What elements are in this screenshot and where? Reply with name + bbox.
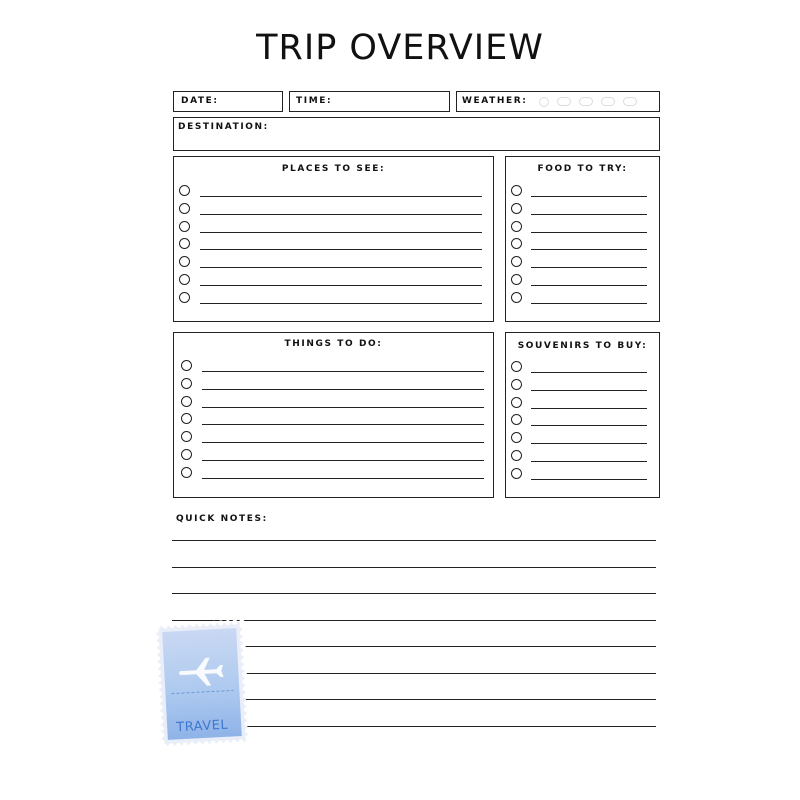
checklist-item[interactable] — [506, 203, 659, 217]
date-label: DATE: — [181, 96, 219, 106]
write-line[interactable] — [531, 390, 647, 391]
checkbox-circle[interactable] — [181, 378, 192, 389]
write-line[interactable] — [531, 461, 647, 462]
checkbox-circle[interactable] — [511, 203, 522, 214]
write-line[interactable] — [202, 442, 484, 443]
write-line[interactable] — [531, 372, 647, 373]
time-field[interactable] — [289, 91, 450, 112]
things-to-do-heading: THINGS TO DO: — [284, 339, 383, 349]
checklist-item[interactable] — [174, 396, 493, 410]
checklist-item[interactable] — [506, 256, 659, 270]
cloud-icon[interactable] — [557, 97, 571, 106]
checkbox-circle[interactable] — [511, 468, 522, 479]
time-label: TIME: — [296, 96, 333, 106]
snow-icon[interactable] — [623, 97, 637, 106]
checklist-item[interactable] — [174, 360, 493, 374]
checklist-item[interactable] — [174, 221, 493, 235]
rain-icon[interactable] — [579, 97, 593, 106]
checklist-item[interactable] — [174, 449, 493, 463]
checkbox-circle[interactable] — [179, 221, 190, 232]
write-line[interactable] — [531, 285, 647, 286]
checkbox-circle[interactable] — [181, 396, 192, 407]
checklist-item[interactable] — [506, 432, 659, 446]
write-line[interactable] — [202, 371, 484, 372]
checklist-item[interactable] — [506, 379, 659, 393]
write-line[interactable] — [200, 196, 482, 197]
checklist-item[interactable] — [506, 185, 659, 199]
write-line[interactable] — [202, 424, 484, 425]
souvenirs-to-buy-heading: SOUVENIRS TO BUY: — [517, 341, 648, 351]
checkbox-circle[interactable] — [181, 467, 192, 478]
checkbox-circle[interactable] — [511, 292, 522, 303]
checkbox-circle[interactable] — [511, 414, 522, 425]
checkbox-circle[interactable] — [179, 292, 190, 303]
checkbox-circle[interactable] — [179, 274, 190, 285]
checkbox-circle[interactable] — [511, 432, 522, 443]
write-line[interactable] — [200, 214, 482, 215]
checkbox-circle[interactable] — [511, 256, 522, 267]
food-to-try-section — [505, 156, 660, 322]
write-line[interactable] — [531, 214, 647, 215]
food-to-try-heading: FOOD TO TRY: — [537, 164, 628, 174]
checklist-item[interactable] — [506, 450, 659, 464]
checklist-item[interactable] — [506, 274, 659, 288]
checklist-item[interactable] — [174, 467, 493, 481]
checkbox-circle[interactable] — [181, 431, 192, 442]
checkbox-circle[interactable] — [179, 238, 190, 249]
write-line[interactable] — [531, 408, 647, 409]
write-line[interactable] — [200, 267, 482, 268]
checklist-item[interactable] — [174, 185, 493, 199]
checkbox-circle[interactable] — [179, 185, 190, 196]
page-title: TRIP OVERVIEW — [256, 28, 544, 68]
checklist-item[interactable] — [174, 274, 493, 288]
checkbox-circle[interactable] — [511, 379, 522, 390]
places-to-see-heading: PLACES TO SEE: — [281, 164, 386, 174]
checklist-item[interactable] — [506, 292, 659, 306]
write-line[interactable] — [531, 196, 647, 197]
write-line[interactable] — [531, 303, 647, 304]
write-line[interactable] — [531, 479, 647, 480]
checkbox-circle[interactable] — [511, 221, 522, 232]
checklist-item[interactable] — [506, 414, 659, 428]
destination-label: DESTINATION: — [178, 122, 269, 132]
checklist-item[interactable] — [174, 256, 493, 270]
note-line[interactable] — [172, 567, 656, 568]
checkbox-circle[interactable] — [511, 397, 522, 408]
weather-field[interactable] — [456, 91, 660, 112]
write-line[interactable] — [202, 407, 484, 408]
souvenirs-to-buy-section — [505, 332, 660, 498]
checkbox-circle[interactable] — [511, 361, 522, 372]
checklist-item[interactable] — [506, 361, 659, 375]
write-line[interactable] — [200, 285, 482, 286]
travel-stamp — [153, 620, 251, 748]
checklist-item[interactable] — [174, 431, 493, 445]
checkbox-circle[interactable] — [179, 256, 190, 267]
checkbox-circle[interactable] — [511, 274, 522, 285]
write-line[interactable] — [531, 267, 647, 268]
checklist-item[interactable] — [174, 203, 493, 217]
sun-icon[interactable] — [539, 97, 549, 107]
write-line[interactable] — [202, 389, 484, 390]
write-line[interactable] — [531, 443, 647, 444]
checkbox-circle[interactable] — [181, 449, 192, 460]
checkbox-circle[interactable] — [181, 360, 192, 371]
checkbox-circle[interactable] — [179, 203, 190, 214]
note-line[interactable] — [172, 540, 656, 541]
write-line[interactable] — [200, 303, 482, 304]
write-line[interactable] — [531, 249, 647, 250]
checklist-item[interactable] — [506, 238, 659, 252]
weather-label: WEATHER: — [462, 96, 528, 106]
write-line[interactable] — [531, 232, 647, 233]
date-field[interactable] — [173, 91, 283, 112]
checklist-item[interactable] — [506, 468, 659, 482]
write-line[interactable] — [200, 232, 482, 233]
write-line[interactable] — [202, 460, 484, 461]
checkbox-circle[interactable] — [511, 450, 522, 461]
write-line[interactable] — [202, 478, 484, 479]
stamp-text: TRAVEL — [175, 717, 229, 736]
write-line[interactable] — [531, 425, 647, 426]
note-line[interactable] — [172, 593, 656, 594]
checkbox-circle[interactable] — [511, 185, 522, 196]
checklist-item[interactable] — [506, 221, 659, 235]
places-to-see-section — [173, 156, 494, 322]
checkbox-circle[interactable] — [511, 238, 522, 249]
things-to-do-section — [173, 332, 494, 498]
quick-notes-label: QUICK NOTES: — [176, 514, 268, 524]
checklist-item[interactable] — [174, 378, 493, 392]
destination-field[interactable] — [173, 117, 660, 151]
checklist-item[interactable] — [174, 413, 493, 427]
wind-icon[interactable] — [601, 97, 615, 106]
write-line[interactable] — [200, 249, 482, 250]
checklist-item[interactable] — [506, 397, 659, 411]
checkbox-circle[interactable] — [181, 413, 192, 424]
checklist-item[interactable] — [174, 238, 493, 252]
checklist-item[interactable] — [174, 292, 493, 306]
